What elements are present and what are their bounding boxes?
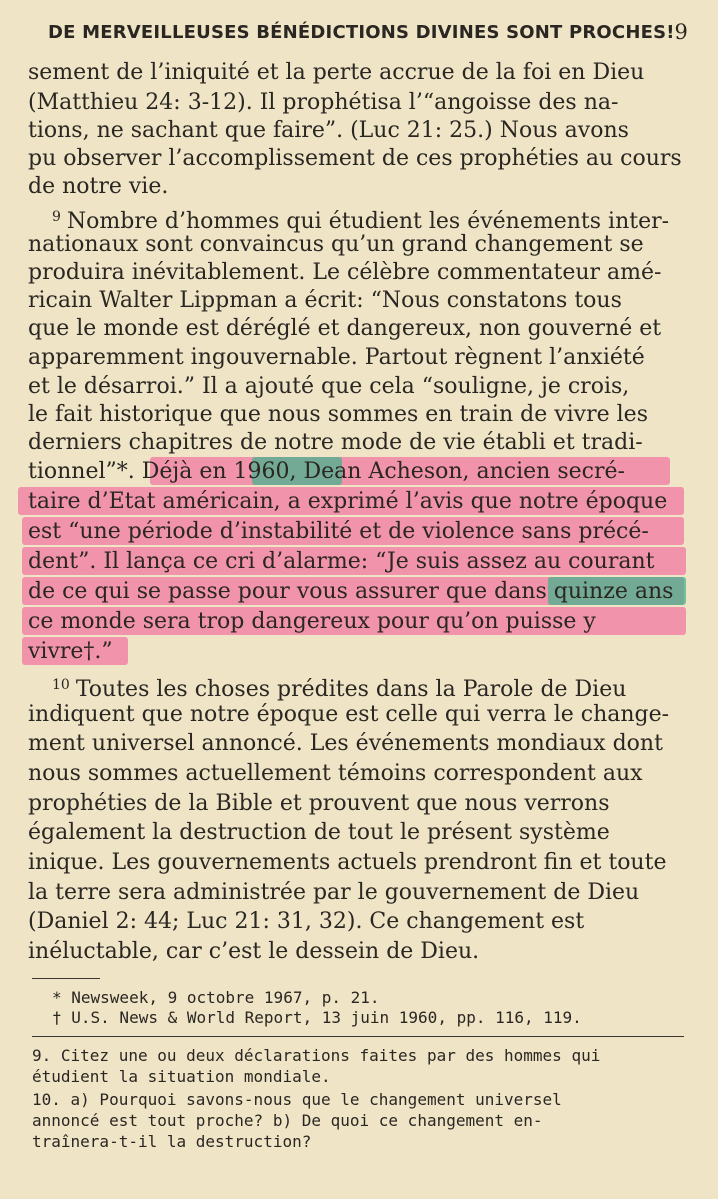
text-line: également la destruction de tout le présent système <box>28 820 610 845</box>
text-line: vivre†.” <box>28 639 113 664</box>
text-line: tionnel”*. Déjà en 1960, Dean Acheson, ancien secré- <box>28 459 625 484</box>
text-line: de notre vie. <box>28 174 169 199</box>
book-page: DE MERVEILLEUSES BÉNÉDICTIONS DIVINES SONT PROCHES! 9 sement de l’iniquité et la perte accrue de la foi en Dieu (Matthieu 24: 3-12). Il prophétisa l’“angoisse des na- tions, ne sachant que faire”. (Luc 21: 25.) Nous avons pu observer l’accomplissement de ces prophéties au cours de notre vie. $^9$ Nombre d’hommes qui étudient les événements inter- nationaux sont convaincus qu’un grand changement se produira inévitablement. Le célèbre commentateur amé- ricain Walter Lippman a écrit: “Nous constatons tous que le monde est déréglé et dangereux, non gouverné et apparemment ingouvernable. Partout règnent l’anxiété et le désarroi.” Il a ajouté que cela “souligne, je crois, le fait historique que nous sommes en train de vivre les derniers chapitres de notre mode de vie établi et tradi- tionnel”*. Déjà en 1960, Dean Acheson, ancien secré- taire d’Etat américain, a exprimé l’avis que notre époque est “une période d’instabilité et de violence sans précé- dent”. Il lança ce cri d’alarme: “Je suis assez au courant de ce qui se passe pour vous assurer que dans quinze ans ce monde sera trop dangereux pour qu’on puisse y vivre†.” $^{10}$ Toutes les choses prédites dans la Parole de Dieu indiquent que notre époque est celle qui verra le change- ment universel annoncé. Les événements mondiaux dont nous sommes actuellement témoins correspondent aux prophéties de la Bible et prouvent que nous verrons également la destruction de tout le présent système inique. Les gouvernements actuels prendront fin et toute la terre sera administrée par le gouvernement de Dieu (Daniel 2: 44; Luc 21: 31, 32). Ce changement est inéluctable, car c’est le dessein de Dieu. * Newsweek, 9 octobre 1967, p. 21. † U.S. News & World Report, 13 juin 1960, pp. 116, 119. 9. Citez une ou deux déclarations faites par des hommes qui étudient la situation mondiale. 10. a) Pourquoi savons-nous que le changement universel annoncé est tout proche? b) De quoi ce changement en- traînera-t-il la destruction? <box>0 0 718 1199</box>
page-number: 9 <box>674 20 688 44</box>
text-line: inéluctable, car c’est le dessein de Dieu. <box>28 939 480 964</box>
paragraph-number: 10 <box>52 677 70 693</box>
text-line: ricain Walter Lippman a écrit: “Nous constatons tous <box>28 288 622 313</box>
text-line: dent”. Il lança ce cri d’alarme: “Je suis assez au courant <box>28 549 655 574</box>
text-line: est “une période d’instabilité et de violence sans précé- <box>28 519 649 544</box>
text-line: pu observer l’accomplissement de ces prophéties au cours <box>28 146 682 171</box>
text-line: taire d’Etat américain, a exprimé l’avis que notre époque <box>28 489 668 514</box>
text-line: (Matthieu 24: 3-12). Il prophétisa l’“angoisse des na- <box>28 90 619 115</box>
text-line: apparemment ingouvernable. Partout règnent l’anxiété <box>28 345 645 370</box>
text-line: indiquent que notre époque est celle qui verra le change- <box>28 702 670 727</box>
text-line: de ce qui se passe pour vous assurer que dans quinze ans <box>28 579 674 604</box>
running-header <box>48 20 688 50</box>
questions-rule <box>32 1036 684 1037</box>
text-line: le fait historique que nous sommes en train de vivre les <box>28 402 648 427</box>
footnote-rule <box>32 978 100 979</box>
text-line: (Daniel 2: 44; Luc 21: 31, 32). Ce changement est <box>28 909 585 934</box>
paragraph-first-line: $^9$ Nombre d’hommes qui étudient les événements inter- <box>52 209 670 234</box>
text-line: nationaux sont convaincus qu’un grand changement se <box>28 232 644 257</box>
text-line: que le monde est déréglé et dangereux, non gouverné et <box>28 316 662 341</box>
text-line: sement de l’iniquité et la perte accrue de la foi en Dieu <box>28 60 645 85</box>
text-line: et le désarroi.” Il a ajouté que cela “souligne, je crois, <box>28 374 630 399</box>
text-line: produira inévitablement. Le célèbre commentateur amé- <box>28 260 662 285</box>
chapter-title: DE MERVEILLEUSES BÉNÉDICTIONS DIVINES SONT PROCHES! <box>48 22 675 43</box>
text-line: ment universel annoncé. Les événements mondiaux dont <box>28 731 663 756</box>
text-line: nous sommes actuellement témoins correspondent aux <box>28 761 643 786</box>
paragraph-first-line: $^{10}$ Toutes les choses prédites dans la Parole de Dieu <box>52 677 627 702</box>
text-line: la terre sera administrée par le gouvernement de Dieu <box>28 880 640 905</box>
text-line: prophéties de la Bible et prouvent que nous verrons <box>28 791 610 816</box>
text-line: tions, ne sachant que faire”. (Luc 21: 25.) Nous avons <box>28 118 629 143</box>
paragraph-number: 9 <box>52 209 61 225</box>
text-line: derniers chapitres de notre mode de vie établi et tradi- <box>28 430 643 455</box>
text-line: inique. Les gouvernements actuels prendront fin et toute <box>28 850 667 875</box>
text-line: ce monde sera trop dangereux pour qu’on puisse y <box>28 609 596 634</box>
